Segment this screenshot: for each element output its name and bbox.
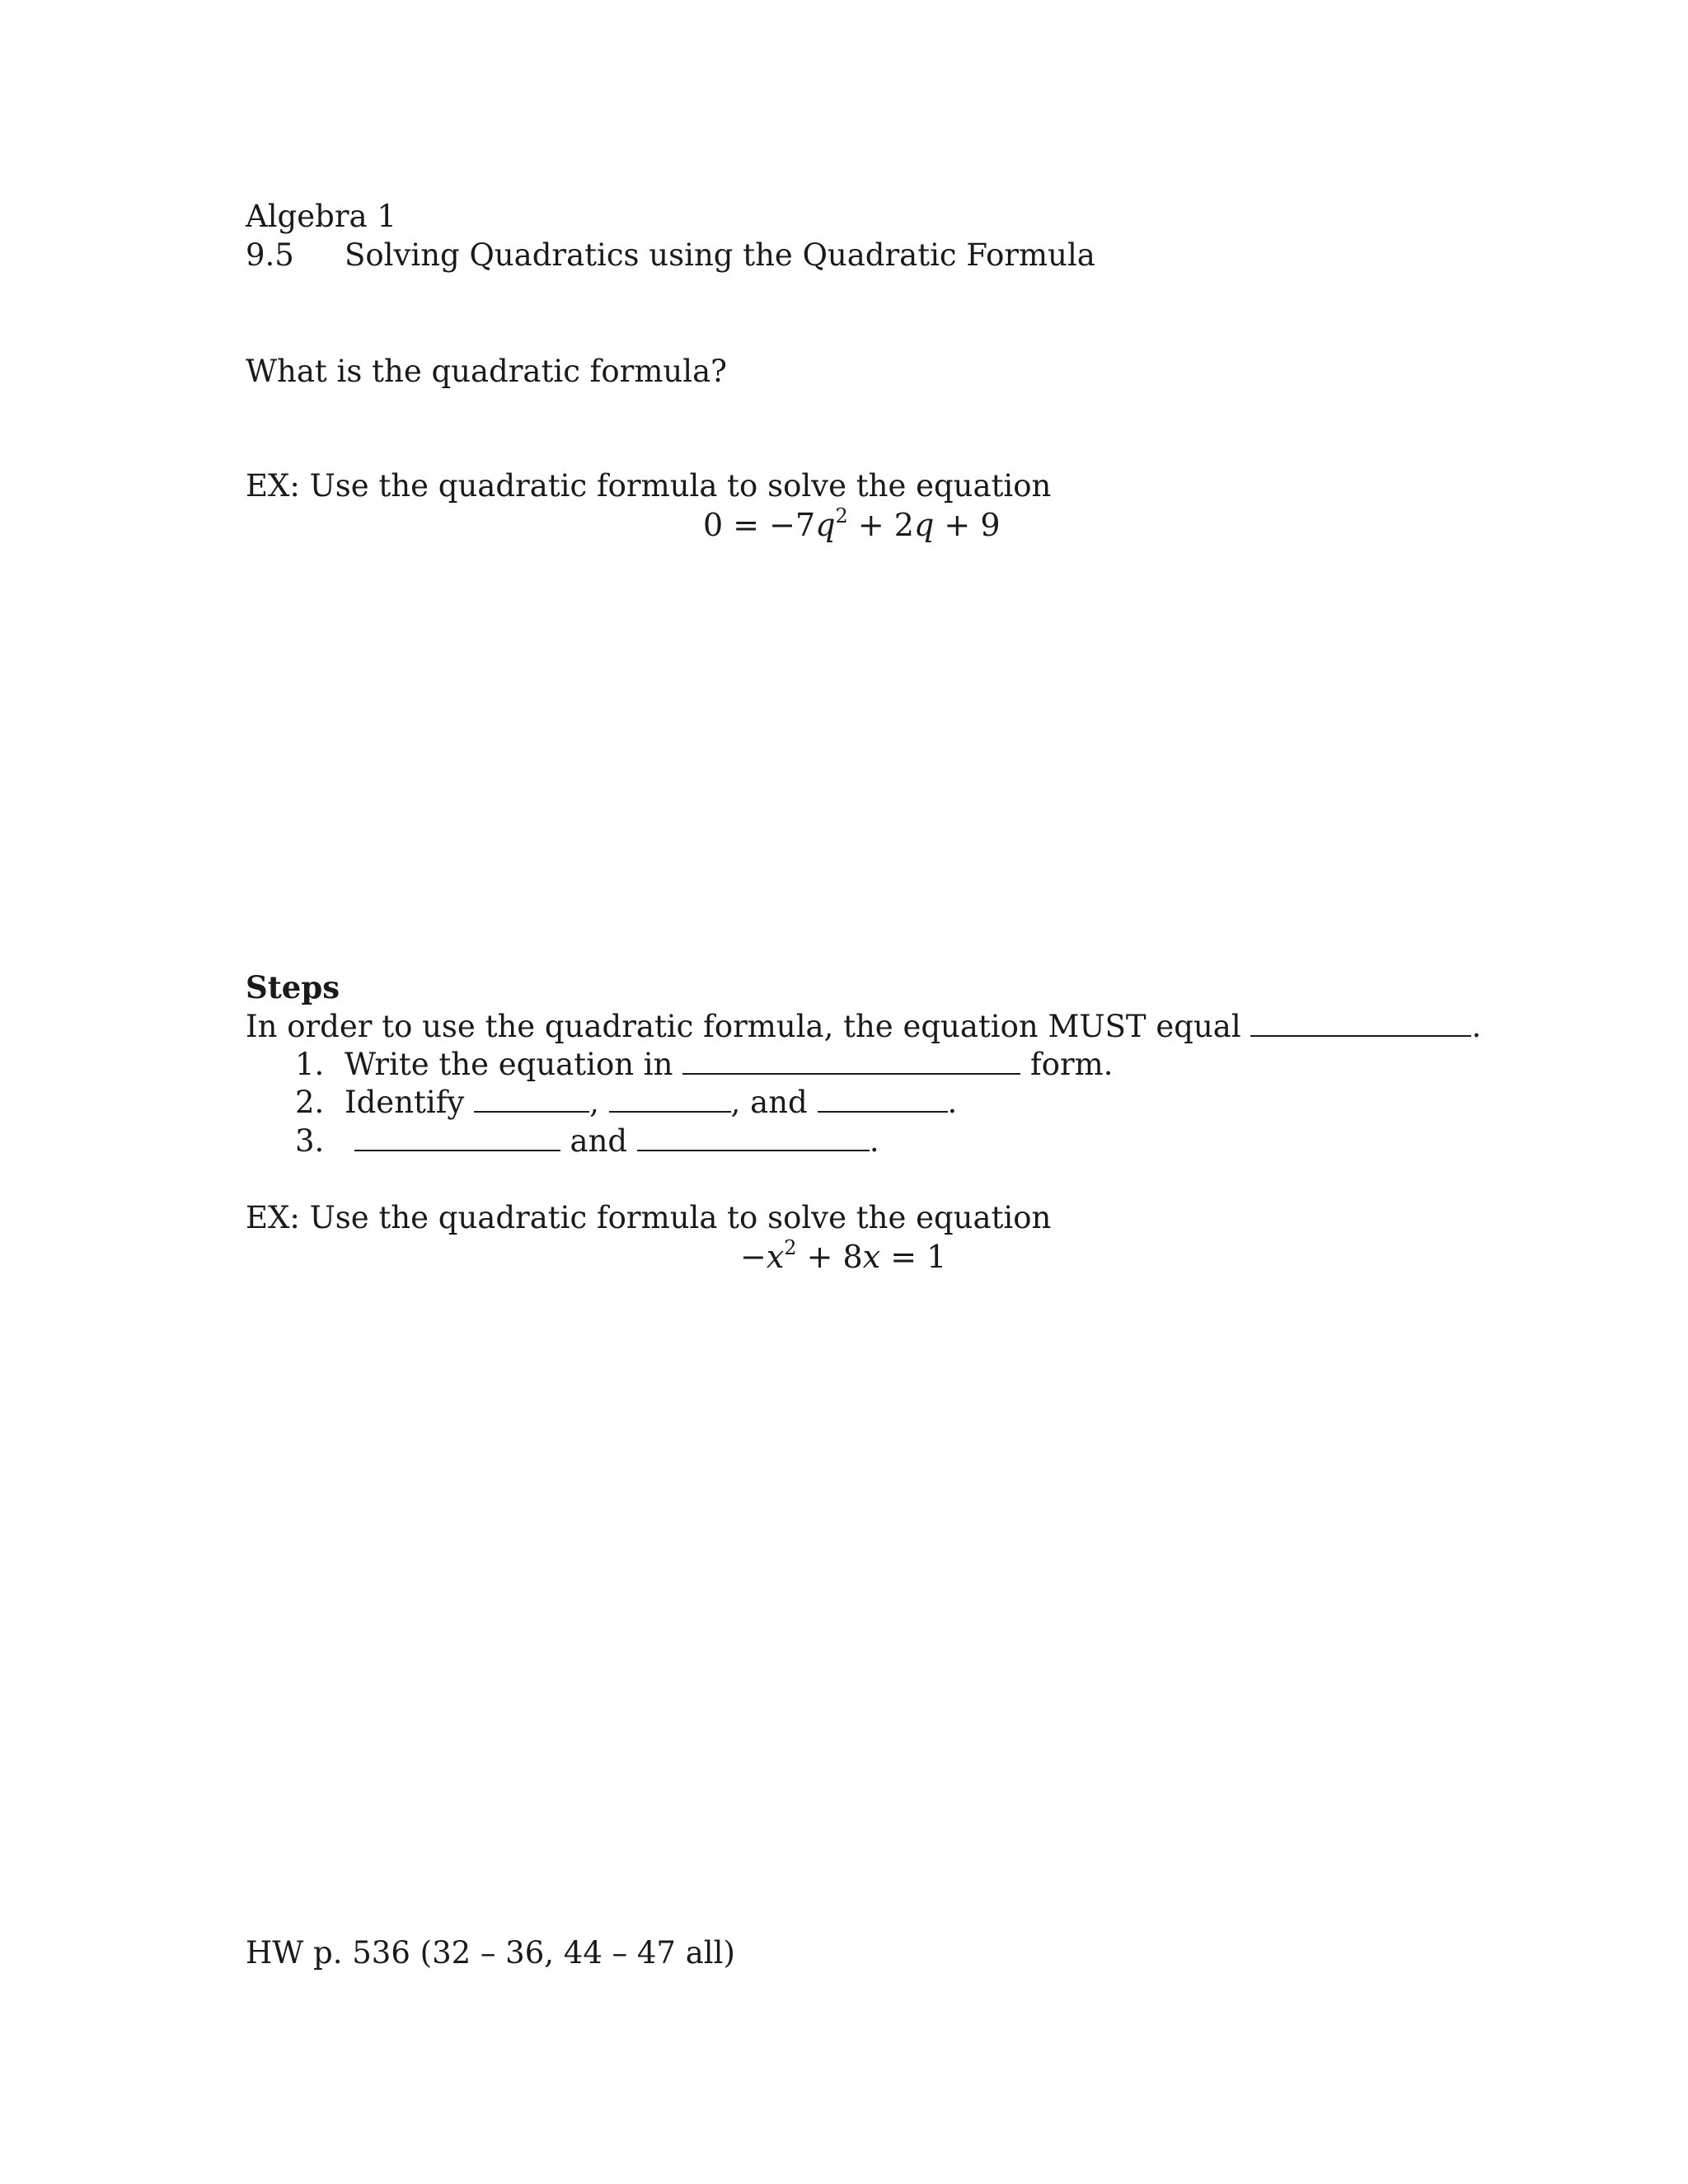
step-1: 1. Write the equation in form.: [295, 1047, 1114, 1082]
blank-step3-first[interactable]: [354, 1122, 560, 1151]
example2-equation: $-x^2 + 8x = 1$: [740, 1236, 947, 1275]
blank-form[interactable]: [682, 1045, 1020, 1075]
step-3: 3. and .: [295, 1123, 879, 1159]
course-title: Algebra 1: [246, 199, 396, 234]
example1-equation: $0 = -7q^2 + 2q + 9$: [703, 504, 1001, 543]
steps-heading: Steps: [246, 969, 340, 1005]
blank-step3-second[interactable]: [637, 1122, 870, 1151]
steps-intro: In order to use the quadratic formula, the equation MUST equal .: [246, 1009, 1482, 1044]
homework-text: HW p. 536 (32 – 36, 44 – 47 all): [246, 1935, 735, 1971]
blank-b[interactable]: [609, 1083, 731, 1113]
step-2: 2. Identify , , and .: [295, 1085, 958, 1120]
example1-prompt: EX: Use the quadratic formula to solve the equation: [246, 468, 1052, 504]
blank-c[interactable]: [818, 1083, 948, 1113]
example2-prompt: EX: Use the quadratic formula to solve the equation: [246, 1200, 1052, 1235]
section-title: Solving Quadratics using the Quadratic Formula: [345, 237, 1095, 273]
blank-equal-value[interactable]: [1250, 1007, 1471, 1037]
section-heading: [246, 237, 1095, 274]
blank-a[interactable]: [474, 1083, 589, 1113]
question-text: What is the quadratic formula?: [246, 354, 727, 389]
section-number: 9.5: [246, 237, 294, 273]
